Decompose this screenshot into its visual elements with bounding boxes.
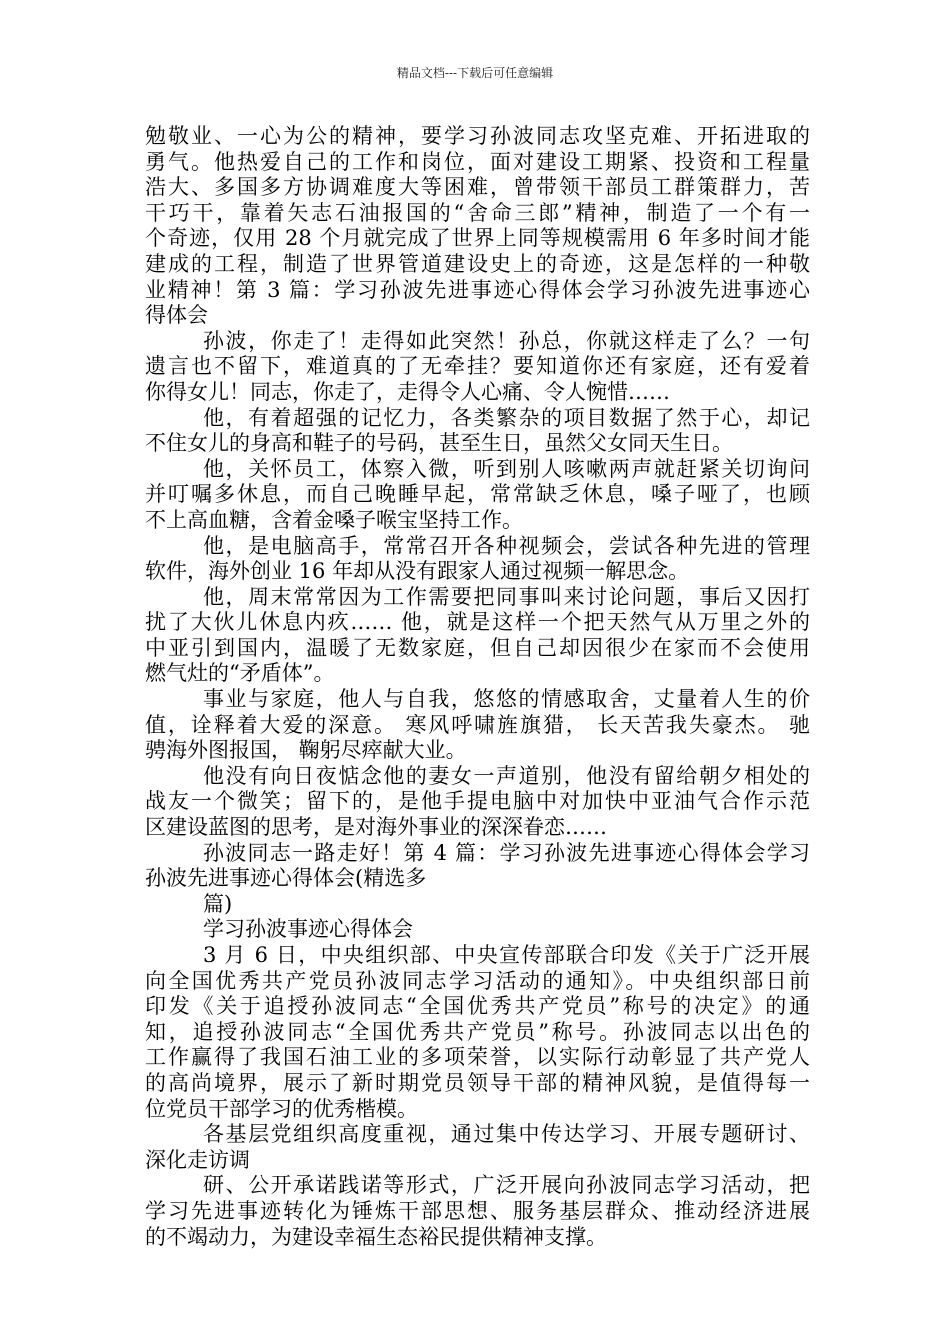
text-line: 个奇迹，仅用 28 个月就完成了世界上同等规模需用 6 年多时间才能 bbox=[145, 226, 810, 251]
text-line: 研、公开承诺践诺等形式，广泛开展向孙波同志学习活动，把 bbox=[203, 1173, 810, 1198]
text-line: 值，诠释着大爱的深意。 寒风呼啸旌旗猎， 长天苦我失豪杰。 驰 bbox=[145, 712, 810, 737]
text-line: 各基层党组织高度重视，通过集中传达学习、开展专题研讨、 bbox=[203, 1122, 810, 1147]
text-line: 浩大、多国多方协调难度大等困难，曾带领干部员工群策群力，苦 bbox=[145, 175, 810, 200]
text-line: 遗言也不留下，难道真的了无牵挂？要知道你还有家庭，还有爱着 bbox=[145, 354, 810, 379]
text-line: 战友一个微笑；留下的，是他手提电脑中对加快中亚油气合作示范 bbox=[145, 789, 810, 814]
text-line: 学习先进事迹转化为锤炼干部思想、服务基层群众、推动经济进展 bbox=[145, 1198, 810, 1223]
text-line: 不住女儿的身高和鞋子的号码，甚至生日，虽然父女同天生日。 bbox=[145, 431, 733, 456]
text-line: 他没有向日夜惦念他的妻女一声道别，他没有留给朝夕相处的 bbox=[203, 763, 810, 788]
text-line: 学习孙波事迹心得体会 bbox=[203, 917, 413, 942]
text-line: 中亚引到国内，温暖了无数家庭，但自己却因很少在家而不会使用 bbox=[145, 635, 810, 660]
text-line: 你得女儿！同志，你走了，走得令人心痛、令人惋惜…… bbox=[145, 379, 670, 404]
text-line: 他，周末常常因为工作需要把同事叫来讨论问题，事后又因打 bbox=[203, 584, 810, 609]
text-line: 孙波同志一路走好！第 4 篇：学习孙波先进事迹心得体会学习 bbox=[203, 840, 810, 865]
text-line: 骋海外图报国， 鞠躬尽瘁献大业。 bbox=[145, 738, 467, 763]
text-line: 区建设蓝图的思考，是对海外事业的深深眷恋…… bbox=[145, 815, 607, 840]
text-line: 印发《关于追授孙波同志“全国优秀共产党员”称号的决定》的通 bbox=[145, 994, 810, 1019]
text-line: 干巧干，靠着矢志石油报国的“舍命三郎”精神，制造了一个有一 bbox=[145, 200, 810, 225]
text-line: 他，关怀员工，体察入微，听到别人咳嗽两声就赶紧关切询问 bbox=[203, 456, 810, 481]
text-line: 位党员干部学习的优秀楷模。 bbox=[145, 1096, 418, 1121]
text-line: 工作赢得了我国石油工业的多项荣誉，以实际行动彰显了共产党人 bbox=[145, 1045, 810, 1070]
text-line: 向全国优秀共产党员孙波同志学习活动的通知》。中央组织部日前 bbox=[145, 968, 810, 993]
text-line: 燃气灶的“矛盾体”。 bbox=[145, 661, 335, 686]
text-line: 软件，海外创业 16 年却从没有跟家人通过视频一解思念。 bbox=[145, 559, 690, 584]
text-line: 的高尚境界，展示了新时期党员领导干部的精神风貌，是值得每一 bbox=[145, 1070, 810, 1095]
page-header: 精品文档---下载后可任意编辑 bbox=[396, 66, 554, 80]
text-line: 扰了大伙儿休息内疚…… 他，就是这样一个把天然气从万里之外的 bbox=[145, 610, 810, 635]
text-line: 事业与家庭，他人与自我，悠悠的情感取舍，丈量着人生的价 bbox=[203, 687, 810, 712]
text-line: 勉敬业、一心为公的精神，要学习孙波同志攻坚克难、开拓进取的 bbox=[145, 124, 810, 148]
text-line: 孙波先进事迹心得体会(精选多 bbox=[145, 866, 427, 891]
text-line: 深化走访调 bbox=[145, 1147, 250, 1172]
text-line: 篇) bbox=[203, 891, 233, 916]
text-line: 他，是电脑高手，常常召开各种视频会，尝试各种先进的管理 bbox=[203, 533, 810, 558]
text-line: 知，追授孙波同志“全国优秀共产党员”称号。孙波同志以出色的 bbox=[145, 1019, 810, 1044]
document-body bbox=[145, 124, 810, 1250]
text-line: 得体会 bbox=[145, 303, 208, 328]
text-line: 他，有着超强的记忆力，各类繁杂的项目数据了然于心，却记 bbox=[203, 405, 810, 430]
text-line: 并叮嘱多休息，而自己晚睡早起，常常缺乏休息，嗓子哑了，也顾 bbox=[145, 482, 810, 507]
text-line: 勇气。他热爱自己的工作和岗位，面对建设工期紧、投资和工程量 bbox=[145, 149, 810, 174]
text-line: 建成的工程，制造了世界管道建设史上的奇迹，这是怎样的一种敬 bbox=[145, 251, 810, 276]
text-line: 孙波，你走了！走得如此突然！孙总，你就这样走了么？一句 bbox=[203, 328, 810, 353]
text-line: 不上高血糖，含着金嗓子喉宝坚持工作。 bbox=[145, 507, 523, 532]
text-line: 业精神！第 3 篇：学习孙波先进事迹心得体会学习孙波先进事迹心 bbox=[145, 277, 810, 302]
text-line: 的不竭动力，为建设幸福生态裕民提供精神支撑。 bbox=[145, 1224, 607, 1249]
text-line: 3 月 6 日，中央组织部、中央宣传部联合印发《关于广泛开展 bbox=[203, 943, 810, 967]
